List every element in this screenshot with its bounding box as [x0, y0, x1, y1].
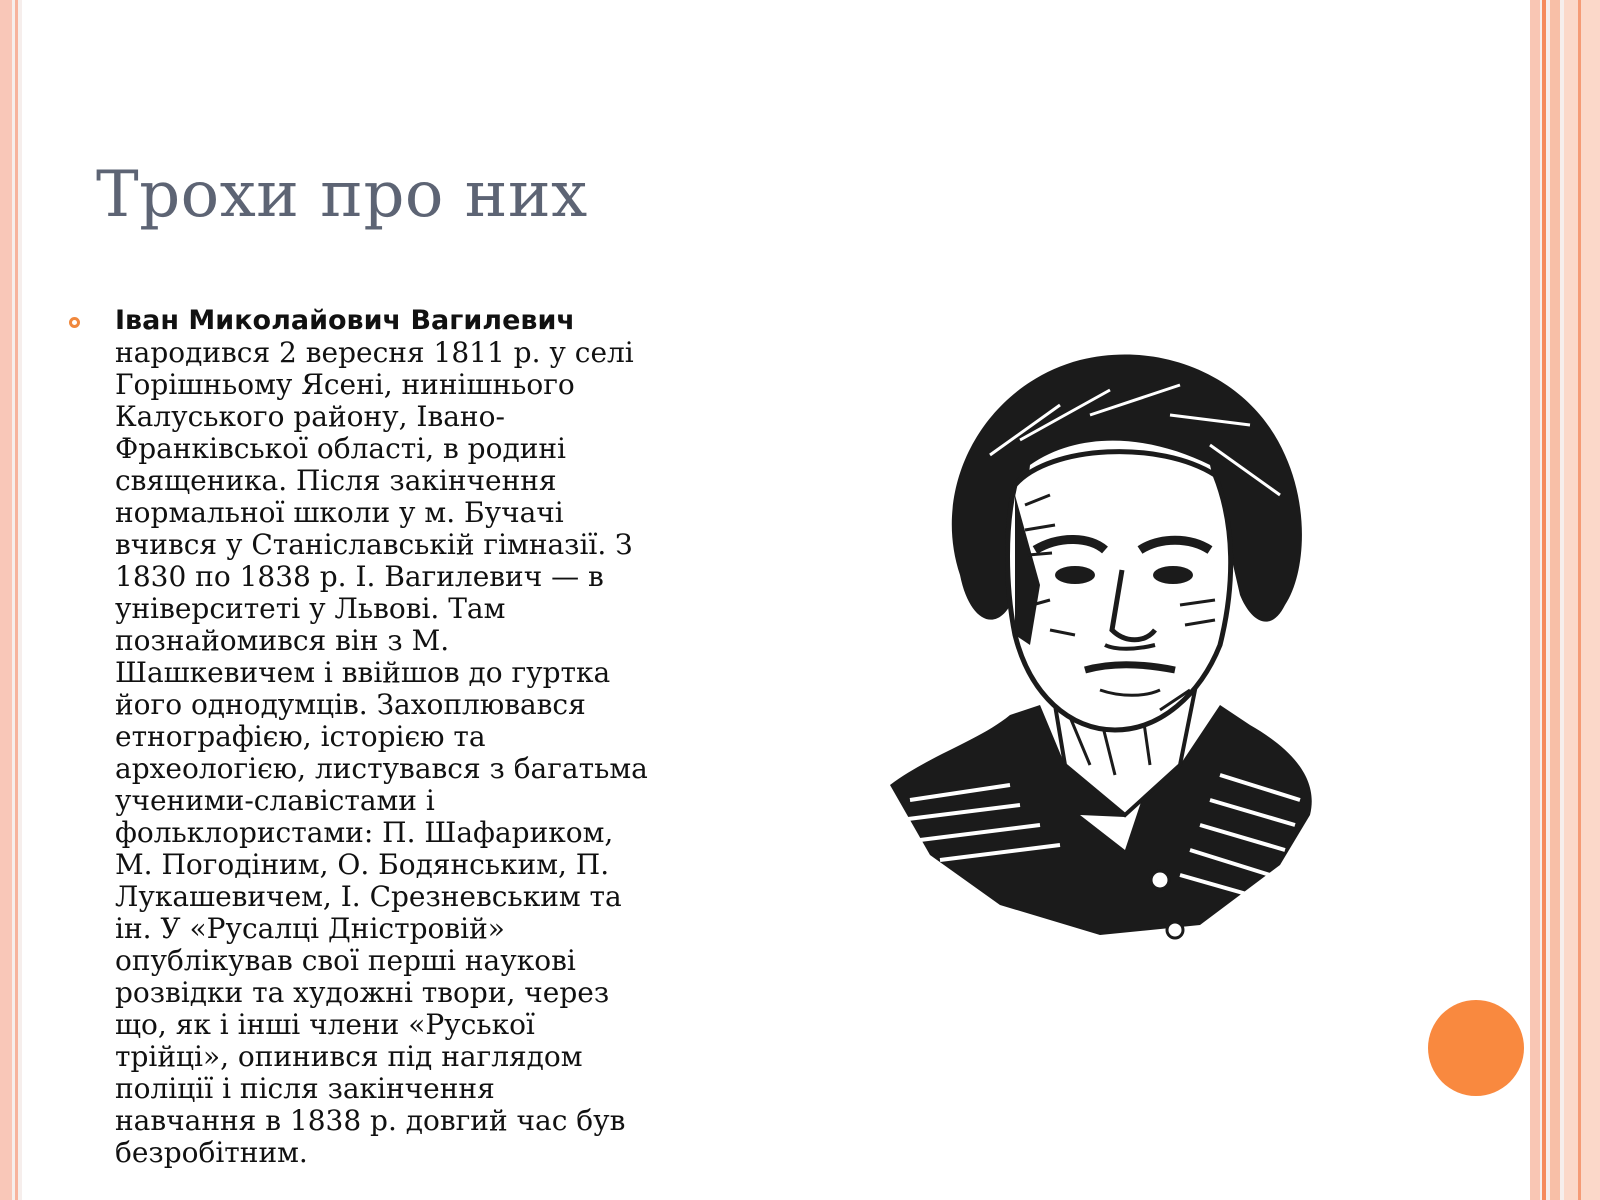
- right-stripe: [1550, 0, 1560, 1200]
- right-stripe: [1530, 0, 1540, 1200]
- left-border-line: [15, 0, 18, 1200]
- right-stripe: [1578, 0, 1581, 1200]
- biography-text: народився 2 вересня 1811 р. у селі Горішньому Ясені, нинішнього Калуського району, Івано- Франківської області, в родині священика. Після закінчення нормальної школи у м. Бучачі вчився у Станіславській гімназії. З 1830 по 1838 р. І. Вагилевич — в університеті у Львові. Там познайомився він з М. Шашкевичем і ввійшов до гуртка його однодумців. Захоплювався етнографією, історією та археологією, листувався з багатьма ученими-славістами і фольклористами: П. Шафариком, М. Погодіним, О. Бодянським, П. Лукашевичем, І. Срезневським та ін. У «Русалці Дністровій» опублікував свої перші наукові розвідки та художні твори, через що, як і інші члени «Руської трійці», опинився під наглядом поліції і після закінчення навчання в 1838 р. довгий час був безробітним.: [115, 336, 648, 1169]
- portrait-engraving: [890, 345, 1350, 965]
- slide-title: Трохи про них: [96, 158, 588, 232]
- right-stripe: [1564, 0, 1600, 1200]
- bullet-circle-icon: [69, 317, 80, 328]
- bullet-text: [115, 304, 690, 1169]
- left-border: [0, 0, 12, 1200]
- right-stripe: [1542, 0, 1546, 1200]
- decorative-circle: [1428, 1000, 1524, 1096]
- person-name: Іван Миколайович Вагилевич: [115, 305, 575, 336]
